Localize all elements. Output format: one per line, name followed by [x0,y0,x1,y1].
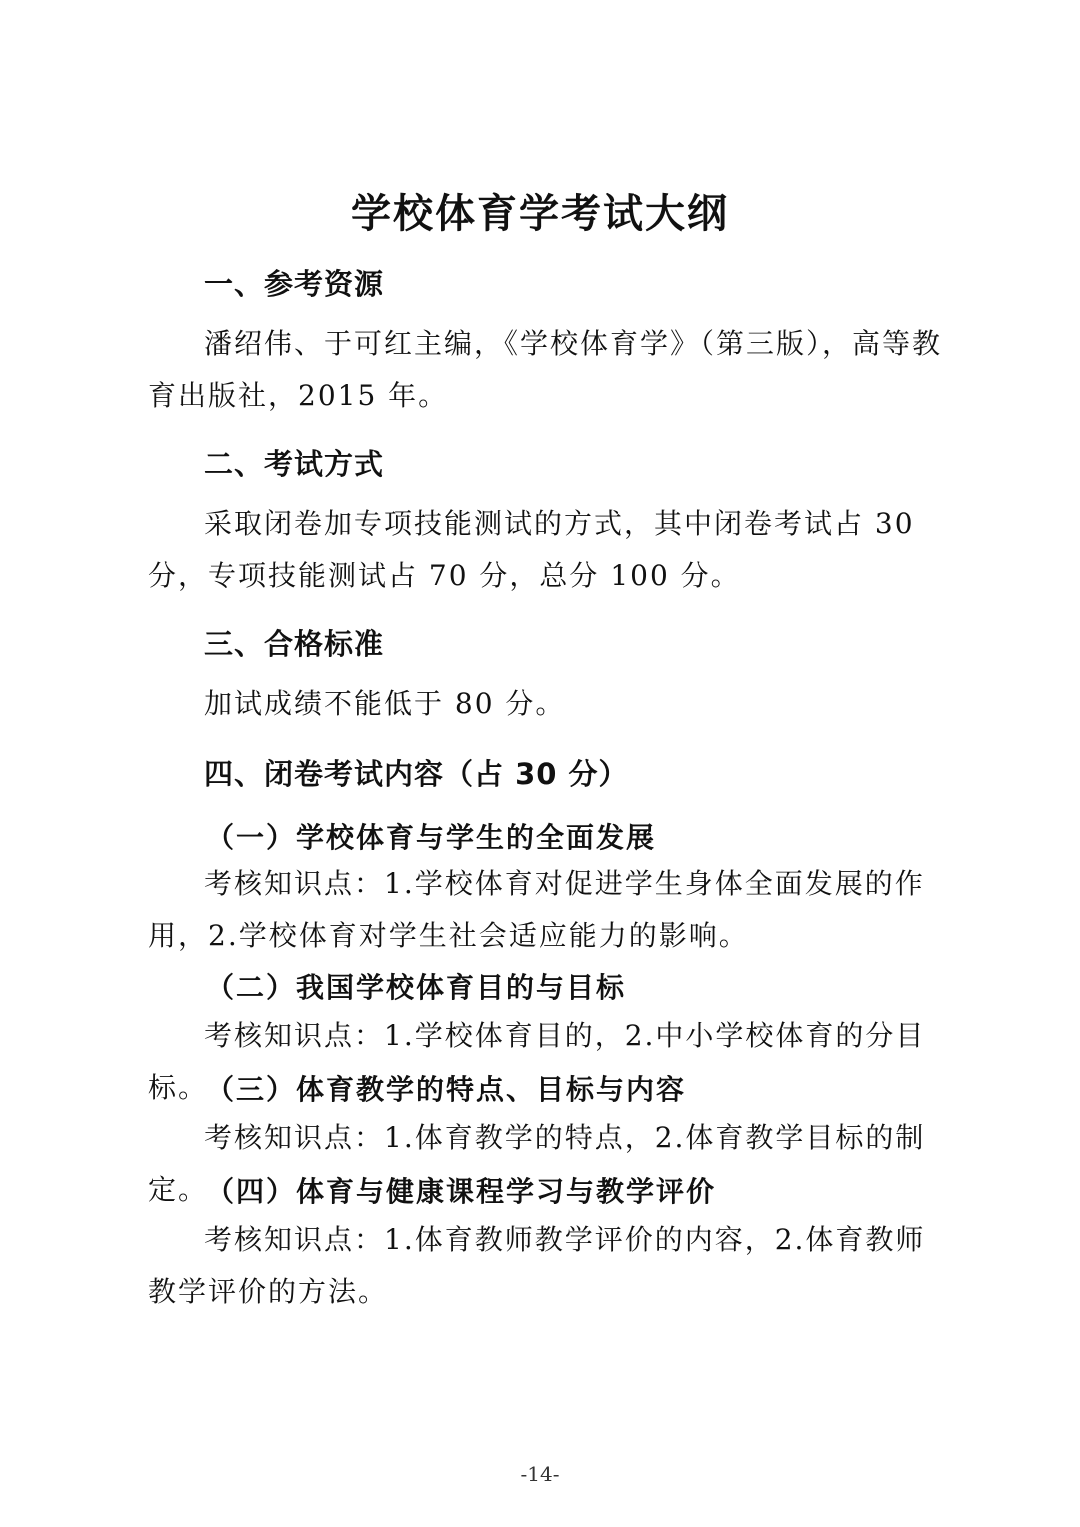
section-body-exam-method: 采取闭卷加专项技能测试的方式，其中闭卷考试占 30 分，专项技能测试占 70 分，总分 100 分。 [148,507,915,592]
section-heading-exam-content: 四、闭卷考试内容（占 30 分） [204,757,629,791]
subsection-body-3: 考核知识点：1.体育教学的特点，2.体育教学目标的制定。 [148,1121,926,1206]
subsection-heading-3: （三）体育教学的特点、目标与内容 [206,1073,687,1106]
section-body-references: 潘绍伟、于可红主编，《学校体育学》（第三版），高等教育出版社，2015 年。 [148,327,943,412]
section-body-pass-standard: 加试成绩不能低于 80 分。 [204,687,566,720]
subsection-heading-1: （一）学校体育与学生的全面发展 [206,821,657,854]
section-heading-pass-standard: 三、合格标准 [204,627,385,661]
document-title: 学校体育学考试大纲 [351,191,729,237]
subsection-heading-4: （四）体育与健康课程学习与教学评价 [206,1175,717,1208]
subsection-body-4: 考核知识点：1.体育教师教学评价的内容，2.体育教师教学评价的方法。 [148,1223,926,1308]
section-heading-references: 一、参考资源 [204,267,385,301]
subsection-body-2: 考核知识点：1.学校体育目的，2.中小学校体育的分目标。 [148,1019,926,1104]
subsection-body-1: 考核知识点：1.学校体育对促进学生身体全面发展的作用，2.学校体育对学生社会适应能力的影响。 [148,867,925,952]
page-number: -14- [520,1462,560,1486]
subsection-heading-2: （二）我国学校体育目的与目标 [206,971,627,1004]
section-heading-exam-method: 二、考试方式 [204,447,385,481]
